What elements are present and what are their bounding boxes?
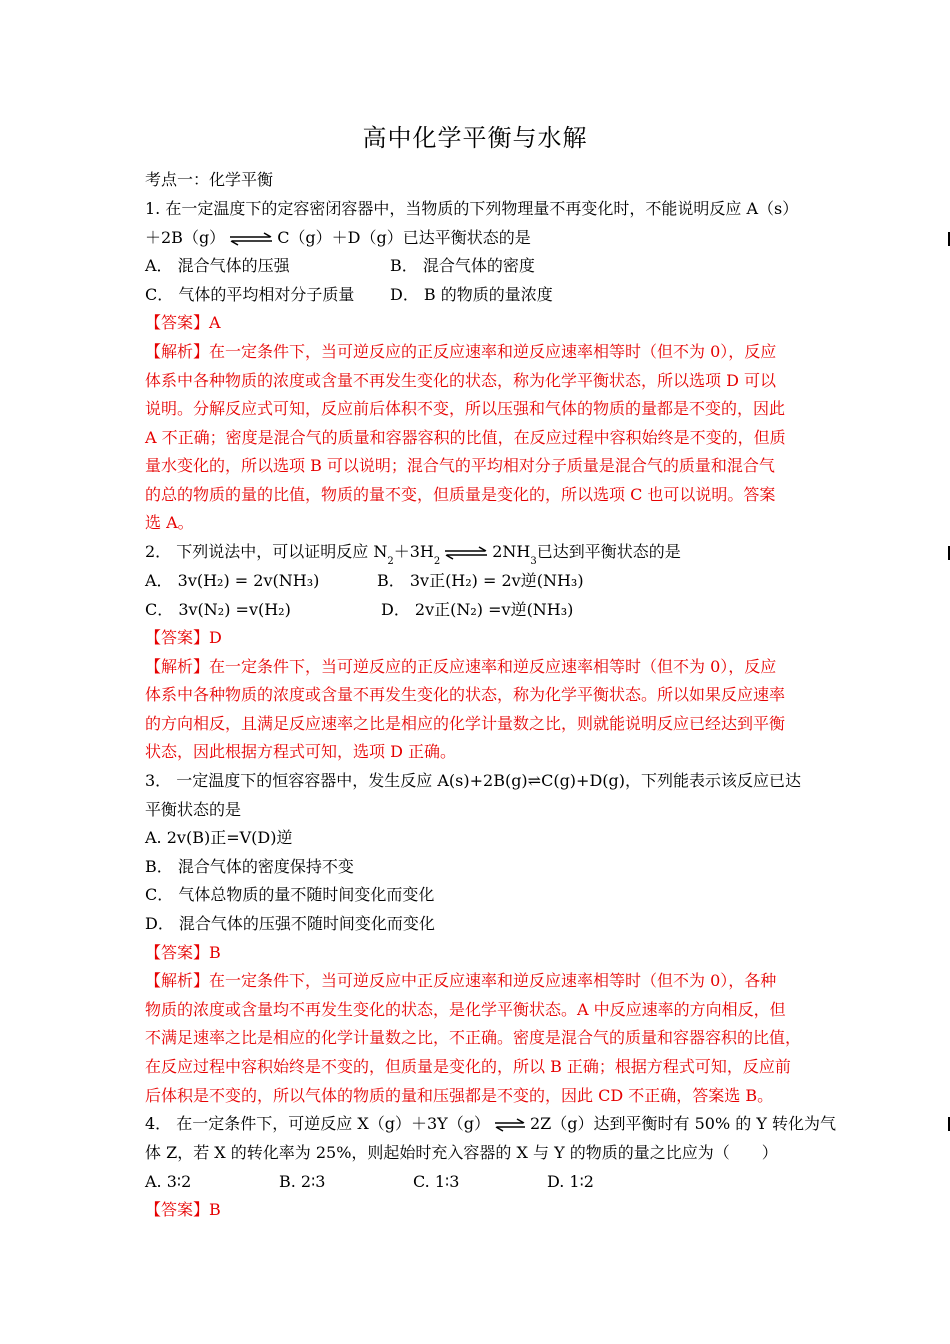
q3-explanation-line3: 不满足速率之比是相应的化学计量数之比，不正确。密度是混合气的质量和容器容积的比值， bbox=[145, 1028, 802, 1047]
q2-explanation-line4: 状态，因此根据方程式可知，选项 D 正确。 bbox=[145, 742, 457, 761]
q3-explanation-line1: 【解析】在一定条件下，当可逆反应中正反应速率和逆反应速率相等时（但不为 0），各种 bbox=[145, 971, 777, 990]
q1-explanation-line2: 体系中各种物质的浓度或含量不再发生变化的状态，称为化学平衡状态，所以选项 D 可以 bbox=[145, 371, 777, 390]
q3-option-d: D． 混合气体的压强不随时间变化而变化 bbox=[145, 914, 435, 933]
q3-option-a: A. 2v(B)正=V(D)逆 bbox=[145, 828, 293, 847]
q2-option-a: A． 3v(H₂) = 2v(NH₃) bbox=[145, 571, 320, 590]
q2-option-d: D． 2v正(N₂) =v逆(NH₃) bbox=[381, 600, 574, 619]
q4-stem-line1 bbox=[145, 1114, 836, 1134]
q4-answer: 【答案】B bbox=[145, 1200, 221, 1219]
q4-stem-part2: 2Z（g）达到平衡时有 50% 的 Y 转化为气 bbox=[529, 1114, 836, 1133]
q1-explanation-line6: 的总的物质的量的比值，物质的量不变，但质量是变化的，所以选项 C 也可以说明。答案 bbox=[145, 485, 776, 504]
q3-stem-line2: 平衡状态的是 bbox=[145, 800, 242, 819]
section-heading: 考点一：化学平衡 bbox=[145, 170, 274, 189]
q3-option-b: B． 混合气体的密度保持不变 bbox=[145, 857, 354, 876]
q2-stem-part3: 2NH bbox=[492, 542, 531, 561]
equilibrium-arrow-icon bbox=[493, 1118, 527, 1132]
q3-answer: 【答案】B bbox=[145, 943, 221, 962]
q4-option-d: D. 1∶2 bbox=[547, 1172, 594, 1191]
q2-sub-n2: 2 bbox=[387, 556, 394, 567]
q4-option-a: A. 3∶2 bbox=[145, 1172, 192, 1191]
q1-stem-part2: C（g）＋D（g）已达平衡状态的是 bbox=[277, 228, 531, 247]
q1-option-a: A． 混合气体的压强 bbox=[145, 256, 290, 275]
q4-option-b: B. 2∶3 bbox=[279, 1172, 326, 1191]
q4-option-c: C. 1∶3 bbox=[413, 1172, 460, 1191]
q2-option-c: C． 3v(N₂) =v(H₂) bbox=[145, 600, 291, 619]
q2-option-b: B． 3v正(H₂) = 2v逆(NH₃) bbox=[377, 571, 584, 590]
q2-stem-part4: 已达到平衡状态的是 bbox=[536, 542, 681, 561]
q1-option-b: B． 混合气体的密度 bbox=[390, 256, 535, 275]
equilibrium-arrow-icon bbox=[443, 546, 489, 560]
q1-options-row2 bbox=[145, 285, 553, 305]
q1-explanation-line7: 选 A。 bbox=[145, 513, 194, 532]
q2-options-row2 bbox=[145, 600, 573, 620]
q1-explanation-line5: 量水变化的，所以选项 B 可以说明；混合气的平均相对分子质量是混合气的质量和混合气 bbox=[145, 456, 775, 475]
q2-sub-nh3: 3 bbox=[530, 556, 537, 567]
q1-stem-part1: ＋2B（g） bbox=[145, 228, 226, 247]
page-title: 高中化学平衡与水解 bbox=[362, 124, 588, 152]
q1-options-row1 bbox=[145, 256, 535, 276]
q4-options bbox=[145, 1172, 594, 1192]
q1-option-d: D． B 的物质的量浓度 bbox=[390, 285, 553, 304]
q1-explanation-line4: A 不正确；密度是混合气的质量和容器容积的比值，在反应过程中容积始终是不变的，但质 bbox=[145, 428, 786, 447]
q3-explanation-line5: 后体积是不变的，所以气体的物质的量和压强都是不变的，因此 CD 不正确，答案选 B。 bbox=[145, 1086, 774, 1105]
q3-option-c: C． 气体总物质的量不随时间变化而变化 bbox=[145, 885, 435, 904]
q2-explanation-line3: 的方向相反，且满足反应速率之比是相应的化学计量数之比，则就能说明反应已经达到平衡 bbox=[145, 714, 786, 733]
q1-stem-line2 bbox=[145, 228, 531, 248]
q2-stem-part2: ＋3H bbox=[393, 542, 434, 561]
q4-stem-part1: 4． 在一定条件下，可逆反应 X（g）＋3Y（g） bbox=[145, 1114, 490, 1133]
q3-explanation-line4: 在反应过程中容积始终是不变的，但质量是变化的，所以 B 正确；根据方程式可知，反应前 bbox=[145, 1057, 791, 1076]
q4-stem-line2: 体 Z，若 X 的转化率为 25%，则起始时充入容器的 X 与 Y 的物质的量之比应为（ ） bbox=[145, 1143, 778, 1162]
q3-explanation-line2: 物质的浓度或含量均不再发生变化的状态，是化学平衡状态。A 中反应速率的方向相反，但 bbox=[145, 1000, 786, 1019]
q2-answer: 【答案】D bbox=[145, 628, 222, 647]
q2-stem bbox=[145, 542, 681, 565]
q1-answer: 【答案】A bbox=[145, 313, 221, 332]
q1-explanation-line3: 说明。分解反应式可知，反应前后体积不变，所以压强和气体的物质的量都是不变的，因此 bbox=[145, 399, 786, 418]
q2-sub-h2: 2 bbox=[433, 556, 441, 567]
q2-stem-part1: 2． 下列说法中，可以证明反应 N bbox=[145, 542, 388, 561]
q1-option-c: C． 气体的平均相对分子质量 bbox=[145, 285, 355, 304]
q2-explanation-line1: 【解析】在一定条件下，当可逆反应的正反应速率和逆反应速率相等时（但不为 0），反应 bbox=[145, 657, 777, 676]
q1-explanation-line1: 【解析】在一定条件下，当可逆反应的正反应速率和逆反应速率相等时（但不为 0），反应 bbox=[145, 342, 777, 361]
q1-stem-line1: 1. 在一定温度下的定容密闭容器中，当物质的下列物理量不再变化时，不能说明反应 A（s） bbox=[145, 199, 799, 218]
equilibrium-arrow-icon bbox=[228, 232, 274, 246]
q2-options-row1 bbox=[145, 571, 584, 591]
q3-stem-line1: 3． 一定温度下的恒容容器中，发生反应 A(s)+2B(g)⇌C(g)+D(g)，下列能表示该反应已达 bbox=[145, 771, 802, 790]
q2-explanation-line2: 体系中各种物质的浓度或含量不再发生变化的状态，称为化学平衡状态。所以如果反应速率 bbox=[145, 685, 786, 704]
